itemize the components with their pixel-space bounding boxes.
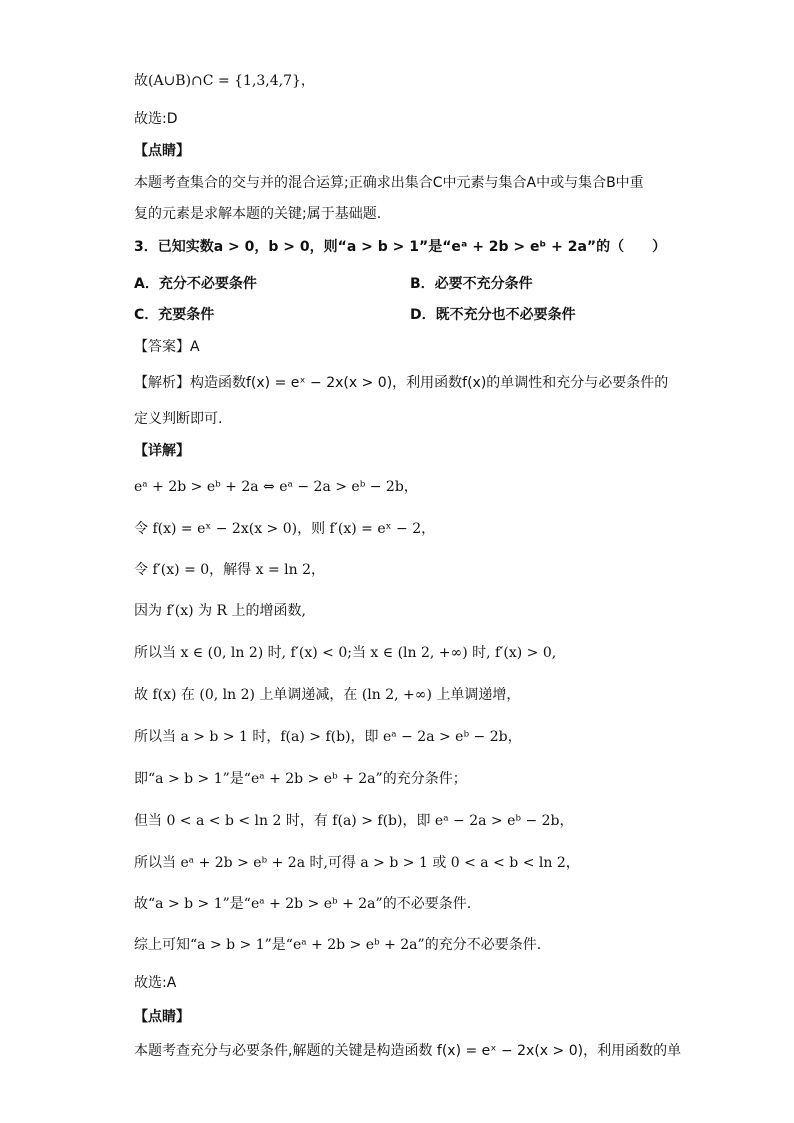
detail-step-3: 令 f′(x) = 0，解得 x = ln 2， (134, 562, 325, 578)
detail-heading: 【详解】 (134, 443, 190, 459)
detail-step-12: 综上可知“a > b > 1”是“eᵃ + 2b > eᵇ + 2a”的充分不必要条件. (134, 937, 542, 953)
detail-step-5: 所以当 x ∈ (0, ln 2) 时, f′(x) < 0;当 x ∈ (ln 2, +∞) 时, f′(x) > 0, (134, 645, 557, 661)
analysis-line-1: 【解析】构造函数f(x) = eˣ − 2x(x > 0)，利用函数f(x)的单调性和充分与必要条件的 (134, 375, 669, 391)
option-c: C．充要条件 (134, 307, 215, 323)
comment-text-2: 本题考查充分与必要条件,解题的关键是构造函数 f(x) = eˣ − 2x(x > 0)，利用函数的单 (134, 1043, 682, 1059)
analysis-line-2: 定义判断即可. (134, 411, 223, 427)
option-d: D．既不充分也不必要条件 (410, 307, 576, 323)
choice-a-line: 故选:A (134, 975, 177, 991)
comment-heading-2: 【点睛】 (134, 1009, 190, 1025)
detail-step-8: 即“a > b > 1”是“eᵃ + 2b > eᵇ + 2a”的充分条件； (134, 771, 467, 787)
detail-step-7: 所以当 a > b > 1 时，f(a) > f(b)，即 eᵃ − 2a > eᵇ − 2b， (134, 729, 522, 745)
detail-step-10: 所以当 eᵃ + 2b > eᵇ + 2a 时,可得 a > b > 1 或 0 < a < b < ln 2， (134, 855, 580, 871)
comment-text-1a: 本题考查集合的交与并的混合运算;正确求出集合C中元素与集合A中或与集合B中重 (134, 175, 644, 191)
option-a: A．充分不必要条件 (134, 276, 257, 292)
detail-step-4: 因为 f′(x) 为 R 上的增函数, (134, 603, 306, 619)
choice-d-line: 故选:D (134, 111, 178, 127)
answer-line: 【答案】A (134, 339, 200, 355)
detail-step-11: 故“a > b > 1”是“eᵃ + 2b > eᵇ + 2a”的不必要条件. (134, 896, 472, 912)
conclusion-set-line: 故(A∪B)∩C = {1,3,4,7}， (134, 73, 315, 89)
detail-step-9: 但当 0 < a < b < ln 2 时，有 f(a) > f(b)，即 eᵃ − 2a > eᵇ − 2b， (134, 813, 574, 829)
comment-heading-1: 【点睛】 (134, 143, 190, 159)
option-b: B．必要不充分条件 (410, 276, 533, 292)
detail-step-2: 令 f(x) = eˣ − 2x(x > 0)，则 f′(x) = eˣ − 2， (134, 521, 436, 537)
comment-text-1b: 复的元素是求解本题的关键;属于基础题. (134, 206, 382, 222)
detail-step-1: eᵃ + 2b > eᵇ + 2a ⇔ eᵃ − 2a > eᵇ − 2b， (134, 479, 418, 495)
question-3-stem: 3．已知实数a > 0，b > 0，则“a > b > 1”是“eᵃ + 2b > eᵇ + 2a”的（ ） (134, 239, 667, 255)
detail-step-6: 故 f(x) 在 (0, ln 2) 上单调递减，在 (ln 2, +∞) 上单调递增， (134, 687, 521, 703)
